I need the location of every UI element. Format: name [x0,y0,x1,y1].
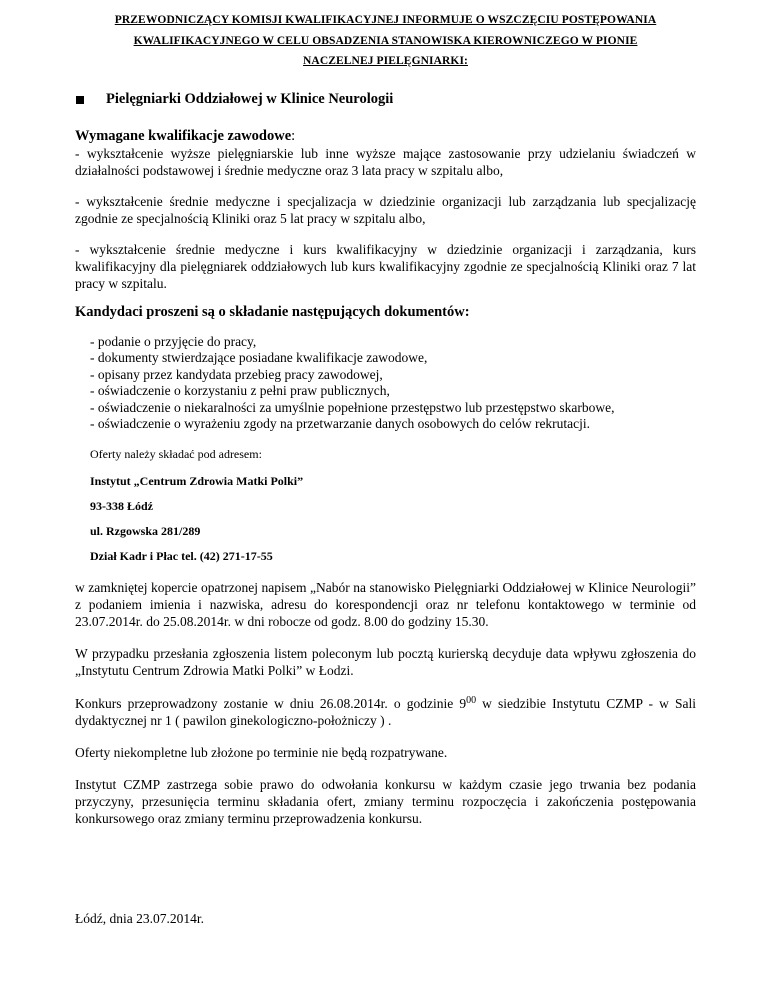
documents-heading: Kandydaci proszeni są o składanie następujących dokumentów: [75,303,470,320]
requirement-item: - wykształcenie średnie medyczne i specjalizacja w dziedzinie organizacji lub zarządzania lub specjalizację zgodnie ze specjalnością Kliniki oraz 5 lat pracy w szpitalu albo, [75,193,696,226]
envelope-paragraph: w zamkniętej kopercie opatrzonej napisem „Nabór na stanowisko Pielęgniarki Oddziałowej w Klinice Neurologii” z podaniem imienia i nazwiska, adresu do korespondencji oraz nr telefonu kontaktowego w terminie od 23.07.2014r. do 25.08.2014r. w dni robocze od godz. 8.00 do godziny 15.30. [75,580,696,630]
address-department: Dział Kadr i Płac tel. (42) 271-17-55 [90,549,273,564]
competition-text-end: w siedzibie Instytutu CZMP - w Sali dydaktycznej nr 1 ( pawilon ginekologiczno-położniczy ) . [75,696,696,729]
incomplete-offers-paragraph: Oferty niekompletne lub złożone po terminie nie będą rozpatrywane. [75,745,448,761]
documents-list [75,334,696,434]
date-line: Łódź, dnia 23.07.2014r. [75,911,204,926]
list-item: - oświadczenie o niekaralności za umyślnie popełnione przestępstwo lub przestępstwo skarbowe, [90,399,615,415]
reservation-paragraph: Instytut CZMP zastrzega sobie prawo do odwołania konkursu w każdym czasie jego trwania bez podania przyczyny, przesunięcia terminu składania ofert, zmiany terminu rozpoczęcia i zakończenia postępowania konkursowego oraz zmiany terminu przeprowadzenia konkursu. [75,777,696,827]
square-bullet-icon [76,96,84,104]
document-page [0,10,768,1004]
header-line-1: PRZEWODNICZĄCY KOMISJI KWALIFIKACYJNEJ INFORMUJE O WSZCZĘCIU POSTĘPOWANIA [114,14,657,26]
header-line-3: NACZELNEJ PIELĘGNIARKI: [303,55,468,67]
announcement-header [75,10,696,72]
requirements-colon: : [291,127,296,144]
list-item: - podanie o przyjęcie do pracy, [90,333,257,349]
address-city: 93-338 Łódź [90,499,153,514]
list-item: - oświadczenie o wyrażeniu zgody na przetwarzanie danych osobowych do celów rekrutacji. [90,416,591,432]
competition-paragraph [75,695,696,729]
mail-paragraph: W przypadku przesłania zgłoszenia listem poleconym lub pocztą kurierską decyduje data wpływu zgłoszenia do „Instytutu Centrum Zdrowia Matki Polki” w Łodzi. [75,646,696,679]
address-institution: Instytut „Centrum Zdrowia Matki Polki” [90,474,304,489]
requirement-item: - wykształcenie średnie medyczne i kurs kwalifikacyjny w dziedzinie organizacji i zarządzania, kurs kwalifikacyjny dla pielęgniarek oddziałowych lub kurs kwalifikacyjny zgodnie ze specjalnością Kliniki oraz 7 lat pracy w szpitalu. [75,241,696,291]
position-bullet [75,91,696,108]
address-street: ul. Rzgowska 281/289 [90,524,201,539]
competition-time-minutes: 00 [466,695,477,707]
header-line-2: KWALIFIKACYJNEGO W CELU OBSADZENIA STANOWISKA KIEROWNICZEGO W PIONIE [133,34,638,47]
requirement-item: - wykształcenie wyższe pielęgniarskie lub inne wyższe mające zastosowanie przy udzielaniu świadczeń w działalności podstawowej i średnie medyczne oraz 3 lata pracy w szpitalu albo, [75,145,696,178]
position-title: Pielęgniarki Oddziałowej w Klinice Neurologii [106,90,394,107]
list-item: - oświadczenie o korzystaniu z pełni praw publicznych, [90,383,390,399]
address-intro: Oferty należy składać pod adresem: [90,447,262,462]
requirements-heading [75,128,696,145]
address-block [75,474,696,564]
requirements-title: Wymagane kwalifikacje zawodowe [75,127,292,144]
competition-text-start: Konkurs przeprowadzony zostanie w dniu 26.08.2014r. o godzinie 9 [75,696,467,712]
list-item: - opisany przez kandydata przebieg pracy zawodowej, [90,366,383,382]
list-item: - dokumenty stwierdzające posiadane kwalifikacje zawodowe, [90,350,428,366]
